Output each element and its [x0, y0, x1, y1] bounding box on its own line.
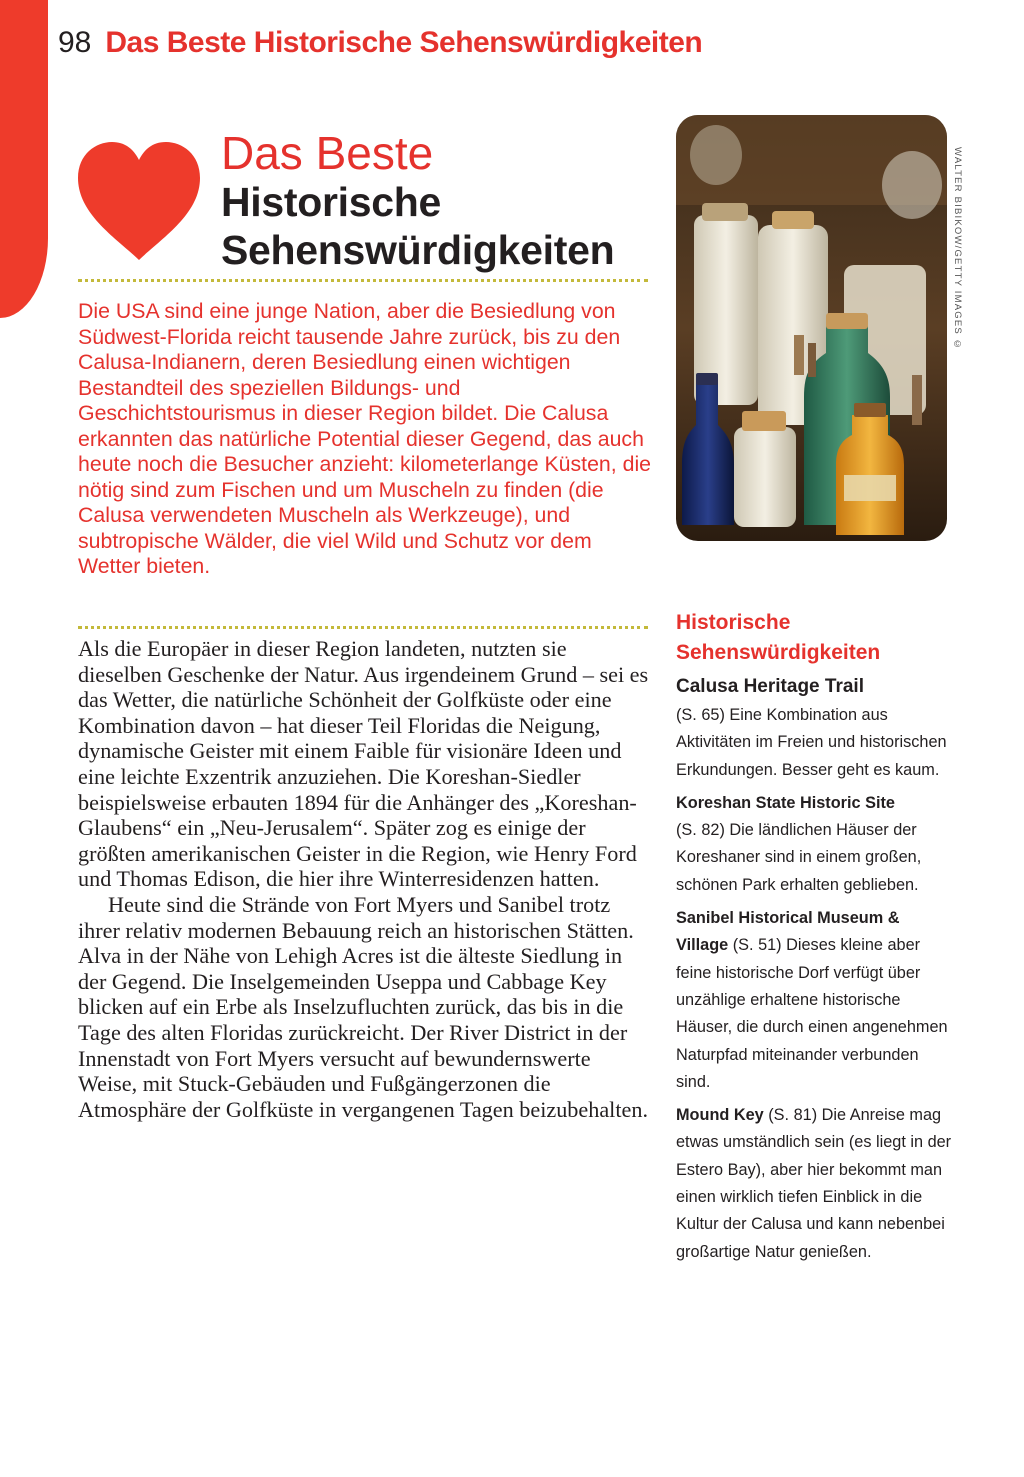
photo-credit: WALTER BIBIKOW/GETTY IMAGES © [952, 147, 963, 351]
sidebar-entry [676, 905, 956, 1096]
entry-text: (S. 51) Dieses kleine aber feine historische Dorf verfügt über unzählige erhaltene historische Häuser, die durch einen angenehmen Naturpfad miteinander verbunden sind. [676, 936, 948, 1091]
chapter-tab [0, 0, 48, 318]
title-line-2: Historische [221, 179, 441, 225]
page-number: 98 [58, 26, 92, 59]
entry-name: Calusa Heritage Trail [676, 676, 864, 697]
page-header [58, 26, 702, 66]
entry-text: (S. 81) Die Anreise mag etwas umständlich sein (es liegt in der Estero Bay), aber hier bekommt man einen wirklich tiefen Einblick in die Kultur der Calusa und kann nebenbei großartige Natur genießen. [676, 1106, 952, 1261]
entry-text: (S. 82) Die ländlichen Häuser der Koreshaner sind in einem großen, schönen Park erhalten geblieben. [676, 821, 922, 894]
entry-name: Mound Key [676, 1106, 764, 1125]
sidebar-entry [676, 1102, 956, 1266]
dotted-divider-top [78, 279, 648, 282]
running-title: Das Beste Historische Sehenswürdigkeiten [105, 26, 703, 59]
title-line-3: Sehenswürdigkeiten [221, 227, 615, 273]
title-line-1: Das Beste [221, 127, 434, 179]
intro-paragraph: Die USA sind eine junge Nation, aber die Besiedlung von Südwest-Florida reicht tausende Jahre zurück, bis zu den Calusa-Indianern, deren Besiedlung einen wichtigen Bestandteil des speziellen Bildungs- und Geschichtstourismus in dieser Region bildet. Die Calusa erkannten das natürliche Potential dieser Gegend, das auch heute noch die Besucher anzieht: kilometerlange Küsten, die nötig sind zum Fischen und um Muscheln zu finden (die Calusa verwendeten Muscheln als Werkzeuge), und subtropische Wälder, die viel Wild und Schutz vor dem Wetter bieten. [78, 299, 652, 578]
sidebar-entry [676, 790, 956, 899]
entry-text: (S. 65) Eine Kombination aus Aktivitäten im Freien und historischen Erkundungen. Besser geht es kaum. [676, 706, 947, 779]
heart-icon [76, 140, 202, 262]
entry-name: Sanibel Historical Museum & Village [676, 909, 900, 955]
bottles-photo [676, 115, 947, 541]
bottles-illustration [676, 115, 947, 541]
dotted-divider-bottom [78, 626, 648, 629]
entry-name: Koreshan State Historic Site [676, 793, 895, 812]
body-text [78, 636, 653, 1122]
sidebar [676, 608, 956, 1272]
body-paragraph-1: Als die Europäer in dieser Region landeten, nutzten sie dieselben Geschenke der Natur. Aus irgendeinem Grund – sei es das Wetter, die natürliche Schönheit der Golfküste oder eine Kombination davon – hat dieser Teil Floridas die Neigung, dynamische Geister mit einem Faible für visionäre Ideen und eine leichte Exzentrik anzuziehen. Die Koreshan-Siedler beispielsweise erbauten 1894 für die Anhänger des „Koreshan-Glaubens“ ein „Neu-Jerusalem“. Später zog es einige der größten amerikanischen Geister in die Region, wie Henry Ford und Thomas Edison, die hier ihre Winterresidenzen hatten. [78, 636, 649, 892]
body-paragraph-2: Heute sind die Strände von Fort Myers und Sanibel trotz ihrer relativ modernen Bebauung reich an historischen Stätten. Alva in der Nähe von Lehigh Acres ist die älteste Siedlung in der Gegend. Die Inselgemeinden Useppa und Cabbage Key blicken auf ein Erbe als Inselzufluchten zurück, das bis in die Tage des alten Floridas zurückreicht. Der River District in der Innenstadt von Fort Myers versucht auf bewundernswerte Weise, mit Stuck-Gebäuden und Fußgängerzonen die Atmosphäre der Golfküste in vergangenen Tagen beizubehalten. [78, 891, 648, 1122]
section-title [221, 128, 614, 274]
sidebar-heading: Historische Sehenswürdigkeiten [676, 611, 881, 664]
sidebar-entry [676, 672, 956, 784]
